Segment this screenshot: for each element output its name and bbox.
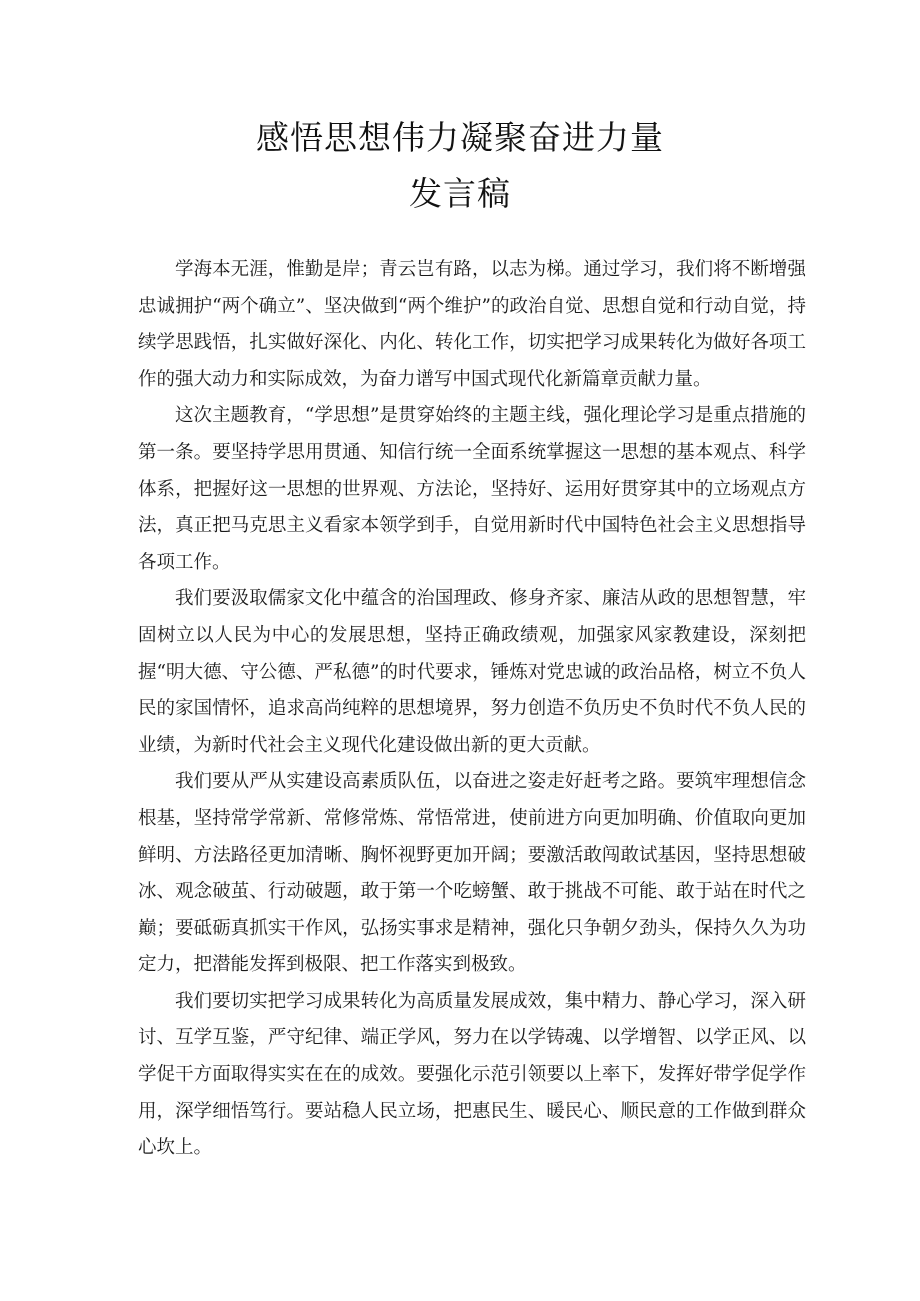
paragraph-5: 我们要切实把学习成果转化为高质量发展成效，集中精力、静心学习，深入研讨、互学互鉴，严守纪律、端正学风，努力在以学铸魂、以学增智、以学正风、以学促干方面取得实实在在的成效。要强化示范引领要以上率下，发挥好带学促学作用，深学细悟笃行。要站稳人民立场，把惠民生、暖民心、顺民意的工作做到群众心坎上。 (138, 990, 806, 1159)
title-line-main: 感悟思想伟力凝聚奋进力量 (256, 118, 664, 157)
paragraph-2: 这次主题教育，“学思想”是贯穿始终的主题主线，强化理论学习是重点措施的第一条。要坚持学思用贯通、知信行统一全面系统掌握这一思想的基本观点、科学体系，把握好这一思想的世界观、方法论，坚持好、运用好贯穿其中的立场观点方法，真正把马克思主义看家本领学到手，自觉用新时代中国特色社会主义思想指导各项工作。 (138, 405, 806, 573)
document-title (0, 110, 920, 222)
paragraph-4: 我们要从严从实建设高素质队伍，以奋进之姿走好赶考之路。要筑牢理想信念根基，坚持常学常新、常修常炼、常悟常进，使前进方向更加明确、价值取向更加鲜明、方法路径更加清晰、胸怀视野更加开阔；要激活敢闯敢试基因，坚持思想破冰、观念破茧、行动破题，敢于第一个吃螃蟹、敢于挑战不可能、敢于站在时代之巅；要砥砺真抓实干作风，弘扬实事求是精神，强化只争朝夕劲头，保持久久为功定力，把潜能发挥到极限、把工作落实到极致。 (138, 771, 806, 976)
document-body (138, 252, 806, 1167)
paragraph-3: 我们要汲取儒家文化中蕴含的治国理政、修身齐家、廉洁从政的思想智慧，牢固树立以人民为中心的发展思想，坚持正确政绩观，加强家风家教建设，深刻把握“明大德、守公德、严私德”的时代要求，锤炼对党忠诚的政治品格，树立不负人民的家国情怀，追求高尚纯粹的思想境界，努力创造不负历史不负时代不负人民的业绩，为新时代社会主义现代化建设做出新的更大贡献。 (138, 588, 806, 756)
paragraph-1: 学海本无涯，惟勤是岸；青云岂有路，以志为梯。通过学习，我们将不断增强忠诚拥护“两个确立”、坚决做到“两个维护”的政治自觉、思想自觉和行动自觉，持续学思践悟，扎实做好深化、内化、转化工作，切实把学习成果转化为做好各项工作的强大动力和实际成效，为奋力谱写中国式现代化新篇章贡献力量。 (138, 259, 806, 390)
title-line-subtitle: 发言稿 (409, 174, 511, 213)
